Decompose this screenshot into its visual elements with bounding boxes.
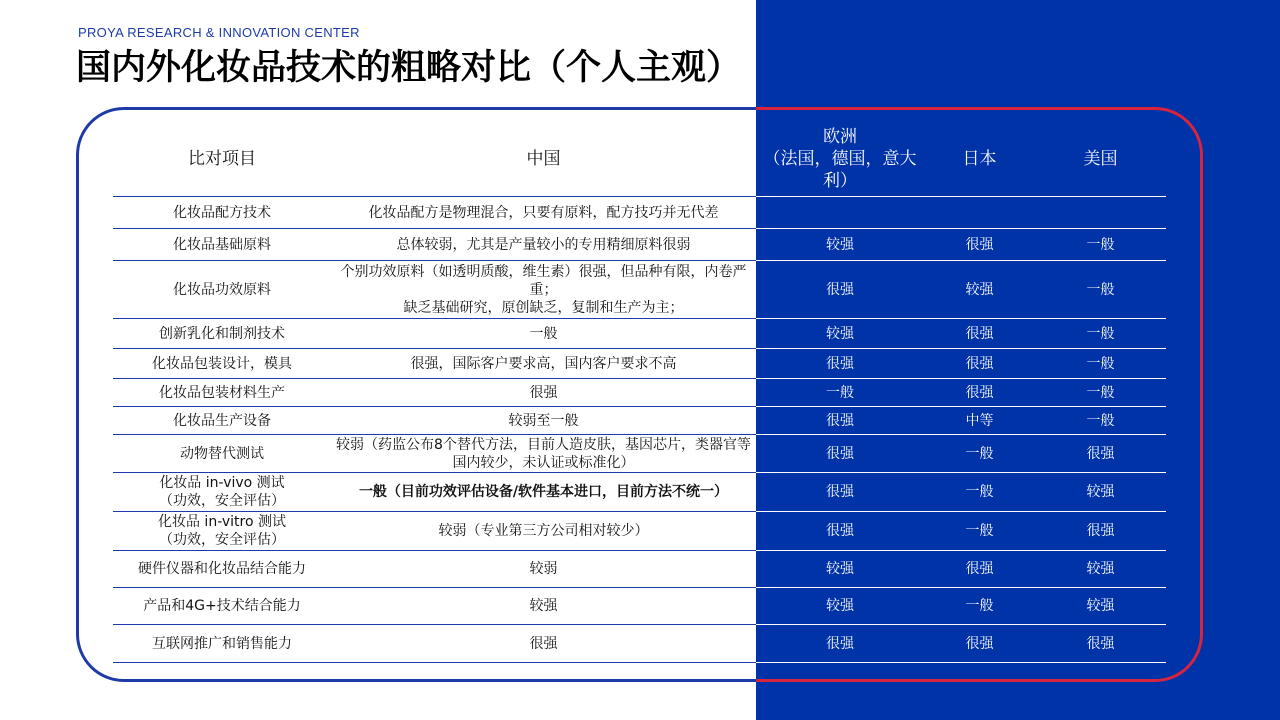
row-china-cell: 很强 (331, 625, 756, 663)
row-usa-cell: 一般 (1035, 349, 1166, 379)
row-europe-cell: 很强 (756, 625, 924, 663)
table-row (113, 319, 1166, 349)
table-row (113, 588, 1166, 625)
row-china-cell: 化妆品配方是物理混合，只要有原料，配方技巧并无代差 (331, 197, 756, 229)
row-china-cell: 较弱至一般 (331, 407, 756, 435)
row-item-cell: 互联网推广和销售能力 (113, 625, 331, 663)
table-row (113, 551, 1166, 588)
row-china-cell: 很强，国际客户要求高，国内客户要求不高 (331, 349, 756, 379)
row-japan-cell: 很强 (924, 349, 1035, 379)
row-item-cell: 创新乳化和制剂技术 (113, 319, 331, 349)
row-europe-cell: 较强 (756, 551, 924, 588)
row-usa-cell (1035, 197, 1166, 229)
row-europe-cell: 较强 (756, 319, 924, 349)
table-row (113, 407, 1166, 435)
row-china-cell: 一般（目前功效评估设备/软件基本进口，目前方法不统一） (331, 473, 756, 512)
row-item-cell: 化妆品包装材料生产 (113, 379, 331, 407)
table-row (113, 379, 1166, 407)
row-usa-cell: 一般 (1035, 319, 1166, 349)
row-europe-cell: 一般 (756, 379, 924, 407)
page-title: 国内外化妆品技术的粗略对比（个人主观） (76, 48, 742, 88)
row-item-cell: 硬件仪器和化妆品结合能力 (113, 551, 331, 588)
table-row (113, 473, 1166, 512)
row-china-cell: 一般 (331, 319, 756, 349)
row-item-cell: 化妆品生产设备 (113, 407, 331, 435)
table-header-row (113, 121, 1166, 197)
row-item-cell: 化妆品基础原料 (113, 229, 331, 261)
row-usa-cell: 一般 (1035, 379, 1166, 407)
row-japan-cell: 一般 (924, 435, 1035, 473)
column-header-usa: 美国 (1035, 121, 1166, 197)
column-header-japan: 日本 (924, 121, 1035, 197)
row-usa-cell: 较强 (1035, 551, 1166, 588)
row-china-cell: 总体较弱，尤其是产量较小的专用精细原料很弱 (331, 229, 756, 261)
row-item-cell: 化妆品功效原料 (113, 261, 331, 319)
table-row (113, 261, 1166, 319)
table-body (113, 197, 1166, 663)
row-usa-cell: 很强 (1035, 512, 1166, 551)
row-europe-cell: 很强 (756, 435, 924, 473)
row-china-cell: 很强 (331, 379, 756, 407)
column-header-item: 比对项目 (113, 121, 331, 197)
table-row (113, 229, 1166, 261)
row-europe-cell: 很强 (756, 349, 924, 379)
row-usa-cell: 很强 (1035, 435, 1166, 473)
row-japan-cell: 很强 (924, 319, 1035, 349)
row-japan-cell: 一般 (924, 588, 1035, 625)
row-europe-cell: 较强 (756, 229, 924, 261)
row-europe-cell: 很强 (756, 473, 924, 512)
row-japan-cell: 很强 (924, 551, 1035, 588)
column-header-china: 中国 (331, 121, 756, 197)
row-usa-cell: 一般 (1035, 407, 1166, 435)
column-header-europe: 欧洲 （法国，德国，意大利） (756, 121, 924, 197)
row-japan-cell (924, 197, 1035, 229)
row-europe-cell: 很强 (756, 512, 924, 551)
row-japan-cell: 较强 (924, 261, 1035, 319)
row-europe-cell: 很强 (756, 407, 924, 435)
row-item-cell: 产品和4G+技术结合能力 (113, 588, 331, 625)
org-label: PROYA RESEARCH & INNOVATION CENTER (78, 25, 360, 40)
row-japan-cell: 很强 (924, 379, 1035, 407)
row-china-cell: 较强 (331, 588, 756, 625)
row-item-cell: 动物替代测试 (113, 435, 331, 473)
row-japan-cell: 很强 (924, 625, 1035, 663)
row-china-cell: 较弱 (331, 551, 756, 588)
comparison-table (113, 121, 1166, 663)
table-row (113, 197, 1166, 229)
row-usa-cell: 一般 (1035, 261, 1166, 319)
row-japan-cell: 一般 (924, 473, 1035, 512)
row-item-cell: 化妆品 in-vivo 测试 （功效，安全评估） (113, 473, 331, 512)
table-row (113, 435, 1166, 473)
row-item-cell: 化妆品配方技术 (113, 197, 331, 229)
table-row (113, 512, 1166, 551)
table-row (113, 349, 1166, 379)
row-usa-cell: 很强 (1035, 625, 1166, 663)
row-china-cell: 较弱（专业第三方公司相对较少） (331, 512, 756, 551)
row-usa-cell: 一般 (1035, 229, 1166, 261)
row-usa-cell: 较强 (1035, 588, 1166, 625)
row-japan-cell: 中等 (924, 407, 1035, 435)
row-item-cell: 化妆品 in-vitro 测试 （功效，安全评估） (113, 512, 331, 551)
row-china-cell: 较弱（药监公布8个替代方法，目前人造皮肤，基因芯片，类器官等国内较少，未认证或标准化） (331, 435, 756, 473)
row-item-cell: 化妆品包装设计，模具 (113, 349, 331, 379)
row-japan-cell: 很强 (924, 229, 1035, 261)
row-usa-cell: 较强 (1035, 473, 1166, 512)
row-japan-cell: 一般 (924, 512, 1035, 551)
row-china-cell: 个别功效原料（如透明质酸，维生素）很强，但品种有限，内卷严重； 缺乏基础研究，原创缺乏，复制和生产为主； (331, 261, 756, 319)
row-europe-cell (756, 197, 924, 229)
table-row (113, 625, 1166, 663)
row-europe-cell: 较强 (756, 588, 924, 625)
row-europe-cell: 很强 (756, 261, 924, 319)
